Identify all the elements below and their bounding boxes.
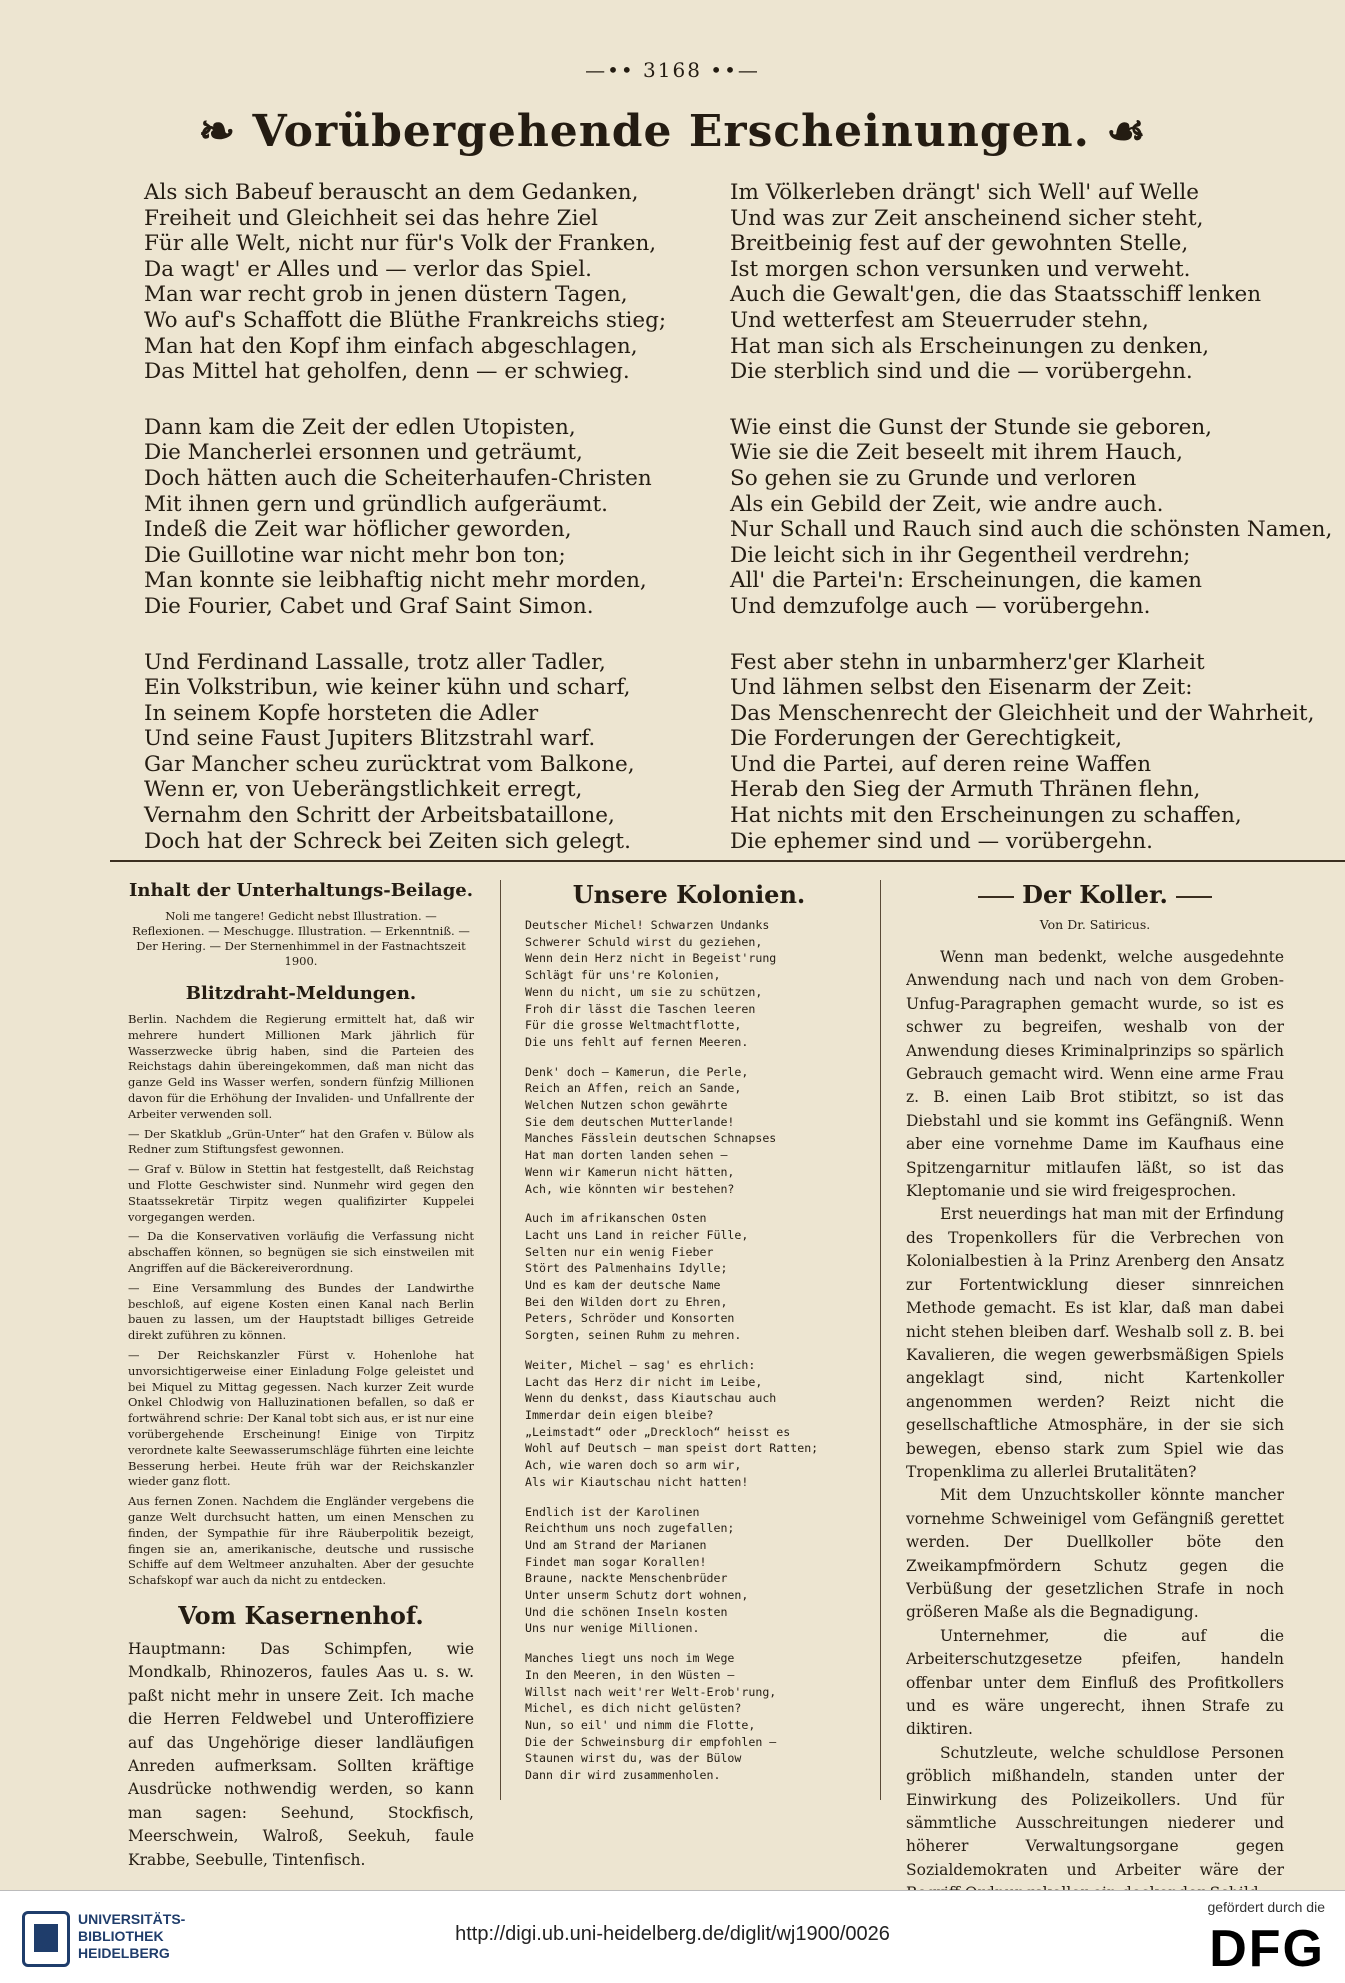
source-url[interactable]: http://digi.ub.uni-heidelberg.de/diglit/wj1900/0026 xyxy=(455,1923,890,1945)
poem-line: Das Mittel hat geholfen, denn — er schwieg. xyxy=(144,359,630,385)
poem-line: Fest aber stehn in unbarmherz'ger Klarheit xyxy=(730,649,1205,675)
poem-line: Die Fourier, Cabet und Graf Saint Simon. xyxy=(144,593,594,619)
poem-line: Doch hat der Schreck bei Zeiten sich gelegt. xyxy=(144,828,631,854)
blitz-paragraph: — Eine Versammlung des Bundes der Landwirthe beschloß, auf eigene Kosten einen Kanal nach Berlin bauen zu lassen, um der Hauptstadt billiges Getreide direkt zuführen zu können. xyxy=(128,1280,474,1343)
poem-line: Herab den Sieg der Armuth Thränen flehn, xyxy=(730,777,1201,803)
blitz-paragraph: — Der Skatklub „Grün-Unter“ hat den Grafen v. Bülow als Redner zum Stiftungsfest gewonnen. xyxy=(128,1126,474,1157)
poem-line: Die Forderungen der Gerechtigkeit, xyxy=(730,726,1123,752)
poem-line: Als sich Babeuf berauscht an dem Gedanken, xyxy=(144,180,639,205)
poem-left-stanza xyxy=(144,649,635,855)
poem-line: Hat nichts mit den Erscheinungen zu schaffen, xyxy=(730,803,1242,829)
poem-line: Das Menschenrecht der Gleichheit und der Wahrheit, xyxy=(730,700,1315,726)
blitz-paragraph: Berlin. Nachdem die Regierung ermittelt hat, daß wir mehrere hundert Millionen Mark jährlich für Wasserzwecke übrig haben, sind die Parteien des Reichstags dahin übereingekommen, daß man nicht das ganze Geld ins Wasser werfen, sondern fünfzig Millionen davon für die Erhöhung der Invaliden- und Unfallrente der Arbeiter verwenden soll. xyxy=(128,1012,474,1121)
poem-line: Peters, Schröder und Konsorten xyxy=(525,1311,735,1326)
koller-paragraph: Erst neuerdings hat man mit der Erfindung des Tropenkollers für die Verbrechen von Kolonialbestien à la Prinz Arenberg den Ansatz zur Fortentwicklung dieser sinnreichen Methode gemacht. Es ist klar, daß man dabei nicht stehen bleiben darf. Weshalb soll z. B. bei Kavalieren, die wegen gewerbsmäßigen Spiels angeklagt sind, nicht Kartenkoller angenommen werden? Reizt nicht die gesellschaftliche Atmosphäre, in der sie sich bewegen, ebenso stark zum Spiel wie das Tropenklima zu allerlei Brutalitäten? xyxy=(906,1205,1284,1481)
poem-line: Ist morgen schon versunken und verweht. xyxy=(730,256,1191,282)
poem-line: Weiter, Michel — sag' es ehrlich: xyxy=(525,1357,756,1372)
poem-line: Schwerer Schuld wirst du geziehen, xyxy=(525,934,763,949)
poem-line: Wie sie die Zeit beseelt mit ihrem Hauch, xyxy=(730,440,1183,466)
poem-line: Man konnte sie leibhaftig nicht mehr morden, xyxy=(144,568,647,594)
poem-line: Im Völkerleben drängt' sich Well' auf Welle xyxy=(730,180,1199,205)
poem-left-stanza xyxy=(144,180,667,385)
poem-line: Wie einst die Gunst der Stunde sie geboren, xyxy=(730,414,1213,440)
poem-line: Für alle Welt, nicht nur für's Volk der Franken, xyxy=(144,231,657,257)
poem-line: Lacht uns Land in reicher Fülle, xyxy=(525,1227,749,1242)
koller-heading: Der Koller. xyxy=(906,880,1284,909)
koller-author: Von Dr. Satiricus. xyxy=(1039,917,1151,932)
kolonien-stanza xyxy=(525,1357,853,1491)
poem-line: All' die Partei'n: Erscheinungen, die kamen xyxy=(730,568,1202,594)
page-number: —•• 3168 ••— xyxy=(585,58,760,82)
kolonien-stanza xyxy=(525,1504,853,1638)
page-title: ❧ Vorübergehende Erscheinungen. ☙ xyxy=(198,106,1147,157)
koller-paragraph: Wenn man bedenkt, welche ausgedehnte Anwendung nach und nach von dem Groben-Unfug-Paragraphen gemacht wurde, so ist es schwer zu begreifen, weshalb von der Anwendung dieses Kriminalprinzips so spärlich Gebrauch gemacht wird. Wenn eine arme Frau z. B. einen Laib Brot stibitzt, so ist das Diebstahl und sie kommt ins Gefängniß. Wenn aber eine vornehme Dame im Kaufhaus eine Spitzengarnitur mitlaufen läßt, so ist das Kleptomanie und sie wird freigesprochen. xyxy=(906,948,1284,1201)
poem-line: Und was zur Zeit anscheinend sicher steht, xyxy=(730,205,1204,231)
poem-line: Sorgten, seinen Ruhm zu mehren. xyxy=(525,1328,742,1343)
poem-line: Mit ihnen gern und gründlich aufgeräumt. xyxy=(144,491,608,517)
poem-line: Dann kam die Zeit der edlen Utopisten, xyxy=(144,414,576,440)
kasernen-heading: Vom Kasernenhof. xyxy=(178,1600,424,1630)
poem-line: Vernahm den Schritt der Arbeitsbataillone, xyxy=(144,803,615,829)
poem-line: Und am Strand der Marianen xyxy=(525,1537,707,1552)
poem-line: Michel, es dich nicht gelüsten? xyxy=(525,1701,742,1716)
poem-line: Lacht das Herz dir nicht im Leibe, xyxy=(525,1374,763,1389)
poem-line: Nur Schall und Rauch sind auch die schönsten Namen, xyxy=(730,517,1333,543)
section-divider xyxy=(110,860,1345,862)
poem-line: Froh dir lässt die Taschen leeren xyxy=(525,1001,756,1016)
poem-line: Wenn du denkst, dass Kiautschau auch xyxy=(525,1391,777,1406)
poem-line: Ach, wie könnten wir bestehen? xyxy=(525,1181,735,1196)
poem-line: Wo auf's Schaffott die Blüthe Frankreichs stieg; xyxy=(144,307,667,333)
koller-paragraph: Schutzleute, welche schuldlose Personen gröblich mißhandeln, standen unter der Einwirkung des Polizeikollers. Und für sämmtliche Ausschreitungen niederer und höherer Verwaltungsorgane gegen Sozialdemokraten und Arbeiter wäre der xyxy=(906,1743,1284,1879)
contents-text: Noli me tangere! Gedicht nebst Illustration. — Reflexionen. — Meschugge. Illustration. — Erkenntniß. — Der Hering. — Der Sternenhimmel in der Fastnachtszeit 1900. xyxy=(132,909,470,968)
poem-line: Wenn wir Kamerun nicht hätten, xyxy=(525,1164,735,1179)
poem-line: Wenn du nicht, um sie zu schützen, xyxy=(525,984,763,999)
poem-line: Als ein Gebild der Zeit, wie andre auch. xyxy=(730,491,1164,517)
poem-line: Da wagt' er Alles und — verlor das Spiel. xyxy=(144,256,592,282)
poem-line: „Leimstadt“ oder „Dreckloch“ heisst es xyxy=(525,1424,791,1439)
blitz-paragraph: Aus fernen Zonen. Nachdem die Engländer vergebens die ganze Welt durchsucht hatten, um einen Menschen zu finden, der Sympathie für ihre Räuberpolitik bezeigt, fingen sie an, amerikanische, deutsche und russische Schiffe auf dem Weltmeer anzuhalten. Aber der gesuchte Schafskopf war auch da nicht zu entdecken. xyxy=(128,1494,474,1588)
poem-line: Willst nach weit'rer Welt-Erob'rung, xyxy=(525,1684,777,1699)
poem-right-stanza xyxy=(730,414,1333,620)
poem-line: Die der Schweinsburg dir empfohlen — xyxy=(525,1734,777,1749)
blitz-paragraph: — Der Reichskanzler Fürst v. Hohenlohe hat unvorsichtigerweise einer Einladung Folge geleistet und bei Miquel zu Mittag gegessen. Nach kurzer Zeit wurde Onkel Chlodwig von Halluzinationen befallen, so daß er fortwährend schrie: Der Kanal tobt sich aus, er ist nur eine vorübergehende Erscheinung! Einige von Tirpitz verordnete kalte Seewasserumschläge führten eine leichte Besserung herbei. Heute früh war der Reichskanzler wieder ganz flott. xyxy=(128,1347,474,1489)
column-right xyxy=(906,880,1284,1976)
poem-line: Schlägt für uns're Kolonien, xyxy=(525,968,721,983)
poem-line: Und Ferdinand Lassalle, trotz aller Tadler, xyxy=(144,649,606,675)
poem-line: Wohl auf Deutsch — man speist dort Ratten; xyxy=(525,1441,819,1456)
dfg-logo: DFG xyxy=(1209,1920,1325,1978)
kasernen-text: Hauptmann: Das Schimpfen, wie Mondkalb, Rhinozeros, faules Aas u. s. w. paßt nicht mehr in unsere Zeit. Ich mache die Herren Feldwebel und Unteroffiziere auf das Ungehörige dieser landläufigen Anreden aufmerksam. Sollten kräftige Ausdrücke nothwendig werden, so kann man sagen: Seehund, Stockfisch, Meerschwein, Walroß, Seekuh, faule Krabbe, Seebulle, Tintenfisch. xyxy=(128,1639,474,1869)
poem-right-column xyxy=(730,180,1333,884)
footer-bar xyxy=(0,1890,1345,1983)
poem-line: Endlich ist der Karolinen xyxy=(525,1504,700,1519)
contents-heading: Inhalt der Unterhaltungs-Beilage. xyxy=(128,880,474,901)
poem-line: Unter unserm Schutz dort wohnen, xyxy=(525,1588,749,1603)
poem-line: Auch im afrikanschen Osten xyxy=(525,1211,707,1226)
poem-line: Manches Fässlein deutschen Schnapses xyxy=(525,1131,777,1146)
poem-line: Sie dem deutschen Mutterlande! xyxy=(525,1114,735,1129)
poem-line: Gar Mancher scheu zurücktrat vom Balkone, xyxy=(144,751,635,777)
poem-line: Ach, wie waren doch so arm wir, xyxy=(525,1458,742,1473)
poem-line: Denk' doch — Kamerun, die Perle, xyxy=(525,1064,749,1079)
ornament-left-icon xyxy=(978,896,1014,898)
blitz-body xyxy=(128,1012,474,1589)
kolonien-poem xyxy=(525,917,853,1784)
poem-line: Auch die Gewalt'gen, die das Staatsschiff lenken xyxy=(730,282,1262,308)
kolonien-stanza xyxy=(525,917,853,1051)
poem-line: Man war recht grob in jenen düstern Tagen, xyxy=(144,282,628,308)
poem-line: So gehen sie zu Grunde und verloren xyxy=(730,465,1137,491)
blitz-heading: Blitzdraht-Meldungen. xyxy=(185,983,417,1004)
poem-line: Reichthum uns noch zugefallen; xyxy=(525,1521,735,1536)
poem-line: Findet man sogar Korallen! xyxy=(525,1554,707,1569)
koller-paragraph: Unternehmer, die auf die Arbeiterschutzgesetze pfeifen, handeln offenbar unter dem Einfluß des Profitkollers und es wäre ungerecht, ihnen Strafe zu diktiren. xyxy=(906,1626,1284,1739)
poem-line: Und wetterfest am Steuerruder stehn, xyxy=(730,307,1149,333)
poem-line: Dann dir wird zusammenholen. xyxy=(525,1768,721,1783)
poem-line: Welchen Nutzen schon gewährte xyxy=(525,1098,728,1113)
ornament-right-icon xyxy=(1176,896,1212,898)
poem-line: Doch hätten auch die Scheiterhaufen-Christen xyxy=(144,465,652,491)
kolonien-stanza xyxy=(525,1064,853,1198)
poem-line: Für die grosse Weltmachtflotte, xyxy=(525,1018,742,1033)
poem-line: Ein Volkstribun, wie keiner kühn und scharf, xyxy=(144,675,631,701)
poem-line: Und seine Faust Jupiters Blitzstrahl warf. xyxy=(144,726,596,752)
poem-line: Braune, nackte Menschenbrüder xyxy=(525,1571,728,1586)
poem-line: Nun, so eil' und nimm die Flotte, xyxy=(525,1717,756,1732)
kolonien-stanza xyxy=(525,1650,853,1784)
poem-line: Freiheit und Gleichheit sei das hehre Ziel xyxy=(144,205,599,231)
poem-line: Indeß die Zeit war höflicher geworden, xyxy=(144,517,572,543)
column-left xyxy=(128,880,474,1872)
poem-line: Breitbeinig fest auf der gewohnten Stelle, xyxy=(730,231,1189,257)
poem-left-stanza xyxy=(144,414,652,620)
poem-line: Bei den Wilden dort zu Ehren, xyxy=(525,1294,728,1309)
blitz-paragraph: — Graf v. Bülow in Stettin hat festgestellt, daß Reichstag und Flotte Geschwister sind. Nunmehr wird gegen den Staatssekretär Tirpitz wegen qualifizirter Kuppelei vorgegangen werden. xyxy=(128,1162,474,1224)
poem-right-stanza xyxy=(730,180,1262,385)
poem-line: Reich an Affen, reich an Sande, xyxy=(525,1081,742,1096)
poem-line: Staunen wirst du, was der Bülow xyxy=(525,1751,742,1766)
poem-line: Stört des Palmenhains Idylle; xyxy=(525,1261,728,1276)
poem-line: Manches liegt uns noch im Wege xyxy=(525,1651,735,1666)
poem-right-stanza xyxy=(730,649,1315,855)
koller-body xyxy=(906,946,1284,1976)
poem-line: Deutscher Michel! Schwarzen Undanks xyxy=(525,918,770,932)
column-divider xyxy=(500,880,501,1800)
poem-left-column xyxy=(144,180,667,884)
poem-line: Selten nur ein wenig Fieber xyxy=(525,1244,714,1259)
funding-note: gefördert durch die xyxy=(1207,1899,1325,1915)
poem-line: Und demzufolge auch — vorübergehn. xyxy=(730,593,1151,619)
poem-line: Wenn dein Herz nicht in Begeist'rung xyxy=(525,951,777,966)
poem-line: Die Mancherlei ersonnen und geträumt, xyxy=(144,440,583,466)
poem-line: Und die schönen Inseln kosten xyxy=(525,1604,728,1619)
poem-line: Und die Partei, auf deren reine Waffen xyxy=(730,751,1152,777)
poem-line: Man hat den Kopf ihm einfach abgeschlagen, xyxy=(144,333,638,359)
kolonien-stanza xyxy=(525,1210,853,1344)
poem-line: Die Guillotine war nicht mehr bon ton; xyxy=(144,542,566,568)
poem-line: Und lähmen selbst den Eisenarm der Zeit: xyxy=(730,675,1193,701)
column-middle xyxy=(525,880,853,1797)
poem-line: Hat man dorten landen sehen — xyxy=(525,1148,728,1163)
kolonien-heading: Unsere Kolonien. xyxy=(572,880,806,909)
poem-line: In den Meeren, in den Wüsten — xyxy=(525,1667,735,1682)
poem-line: Immerdar dein eigen bleibe? xyxy=(525,1407,714,1422)
poem-line: Hat man sich als Erscheinungen zu denken, xyxy=(730,333,1210,359)
poem-line: Wenn er, von Ueberängstlichkeit erregt, xyxy=(144,777,583,803)
title-ornament-right-icon: ☙ xyxy=(1089,106,1147,157)
poem-line: Die leicht sich in ihr Gegentheil verdrehn; xyxy=(730,542,1191,568)
university-name: UNIVERSITÄTS- BIBLIOTHEK HEIDELBERG xyxy=(78,1911,186,1961)
poem-line: Die ephemer sind und — vorübergehn. xyxy=(730,828,1153,854)
poem-line: Die sterblich sind und die — vorübergehn. xyxy=(730,359,1193,385)
poem-line: Und es kam der deutsche Name xyxy=(525,1278,721,1293)
title-ornament-left-icon: ❧ xyxy=(198,106,253,157)
poem-line: Die uns fehlt auf fernen Meeren. xyxy=(525,1034,749,1049)
column-divider xyxy=(880,880,881,1800)
poem-line: In seinem Kopfe horsteten die Adler xyxy=(144,700,539,726)
poem-line: Als wir Kiautschau nicht hatten! xyxy=(525,1474,749,1489)
koller-paragraph: Mit dem Unzuchtskoller könnte mancher vornehme Schweinigel vom Gefängniß gerettet werden. Der Duellkoller böte den Zweikampfmördern Schutz gegen die Verbüßung der gesetzlichen Strafe in noch größeren Maße als die Begnadigung. xyxy=(906,1486,1284,1622)
blitz-paragraph: — Da die Konservativen vorläufig die Verfassung nicht abschaffen können, so begnügen sie sich einstweilen mit Angriffen auf die Bäckereiverordnung. xyxy=(128,1229,474,1275)
poem-line: Uns nur wenige Millionen. xyxy=(525,1621,700,1636)
